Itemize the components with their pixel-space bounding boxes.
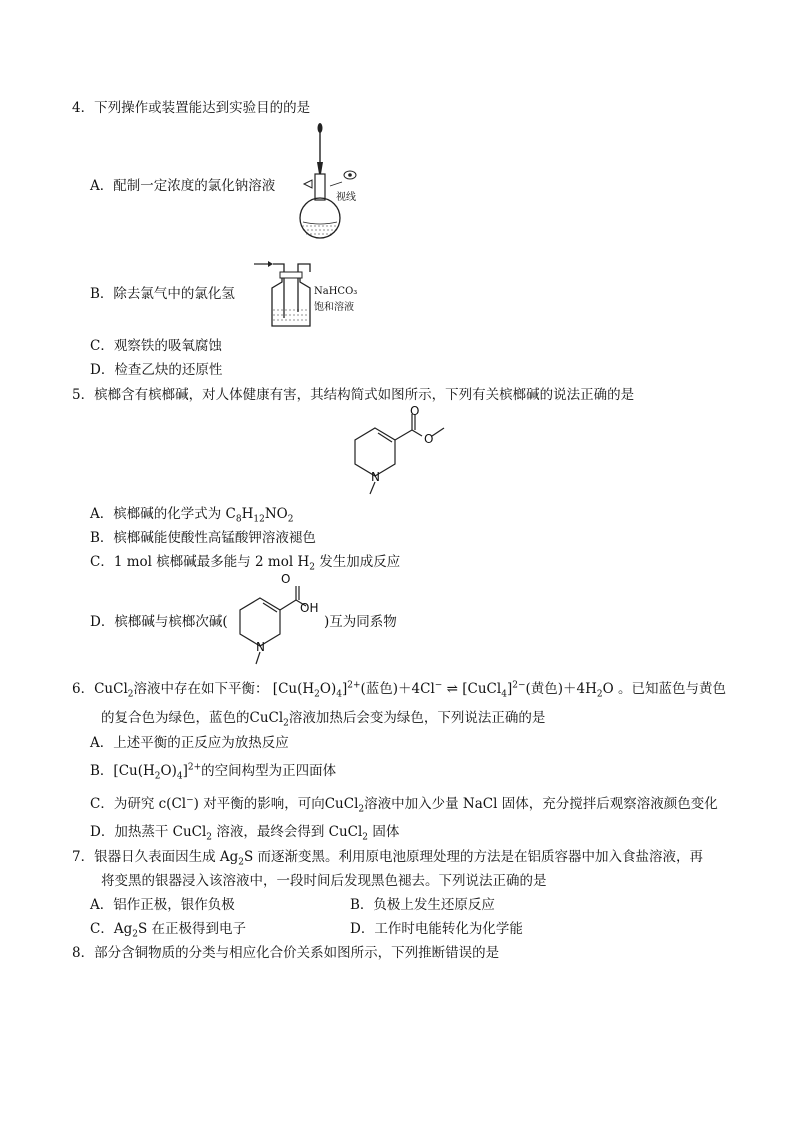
arecoline-carbonyl-o: O — [410, 404, 420, 418]
q5-option-b: B．槟榔碱能使酸性高锰酸钾溶液褪色 — [90, 530, 316, 546]
arecaidine-carbonyl-o: O — [281, 572, 291, 586]
q5-option-d-pre: D．槟榔碱与槟榔次碱( — [90, 614, 228, 630]
q6-line1: 6．CuCl$_2$溶液中存在如下平衡： $[Cu(H_2O)_4]^{2+}$(蓝色)＋4Cl− ⇌ [CuCl$_4$]$^{2-}$(黄色)$+4H_2O$ 。已知蓝色与黄色 — [72, 680, 726, 700]
q7-option-b: B．负极上发生还原反应 — [350, 897, 495, 913]
arecoline-ester-o: O — [424, 432, 434, 446]
q6-option-c: C．为研究 c(Cl−) 对平衡的影响，可向CuCl$_2$溶液中加入少量 NaCl 固体，充分搅拌后观察溶液颜色变化 — [90, 795, 718, 815]
q6-option-a: A．上述平衡的正反应为放热反应 — [90, 735, 289, 751]
q7-option-c: C．$Ag_2S$ 在正极得到电子 — [90, 921, 247, 940]
q5-stem: 5．槟榔含有槟榔碱，对人体健康有害，其结构简式如图所示，下列有关槟榔碱的说法正确的是 — [72, 387, 635, 403]
q6-option-d: D．加热蒸干 CuCl$_2$ 溶液，最终会得到 CuCl$_2$ 固体 — [90, 824, 400, 843]
equilibrium-arrow-icon: ⇌ — [446, 681, 458, 697]
arecaidine-structure — [232, 574, 328, 666]
q5-option-d-post: )互为同系物 — [324, 614, 397, 630]
q7-line1: 7．银器日久表面因生成 $Ag_2S$ 而逐渐变黑。利用原电池原理处理的方法是在铝质容器中加入食盐溶液，再 — [72, 849, 704, 868]
q7-line2: 将变黑的银器浸入该溶液中，一段时间后发现黑色褪去。下列说法正确的是 — [101, 873, 547, 889]
q8-stem: 8．部分含铜物质的分类与相应化合价关系如图所示，下列推断错误的是 — [72, 945, 500, 961]
volumetric-flask-figure — [290, 122, 370, 247]
gas-washing-bottle-figure — [250, 258, 320, 328]
arecaidine-oh: OH — [300, 601, 319, 615]
arecoline-n: N — [371, 470, 380, 484]
q4-option-c: C．观察铁的吸氧腐蚀 — [90, 338, 222, 354]
nahco3-label: NaHCO₃ — [314, 286, 358, 297]
q6-line2: 的复合色为绿色，蓝色的CuCl$_2$溶液加热后会变为绿色，下列说法正确的是 — [101, 710, 546, 729]
q7-option-d: D．工作时电能转化为化学能 — [350, 921, 523, 937]
q6-option-b: B．$[Cu(H_2O)_4]^{2+}$的空间构型为正四面体 — [90, 762, 337, 782]
sightline-label: 视线 — [336, 192, 356, 203]
saturated-solution-label: 饱和溶液 — [314, 302, 354, 313]
q5-option-a: A．槟榔碱的化学式为 $C_8H_{12}NO_2$ — [90, 506, 294, 525]
q7-option-a: A．铝作正极，银作负极 — [90, 897, 235, 913]
arecaidine-n: N — [256, 640, 265, 654]
q4-stem: 4．下列操作或装置能达到实验目的的是 — [72, 100, 311, 116]
arecoline-structure — [340, 404, 450, 496]
q4-option-d: D．检查乙炔的还原性 — [90, 362, 223, 378]
q4-option-a: A．配制一定浓度的氯化钠溶液 — [90, 178, 276, 194]
q4-option-b: B．除去氯气中的氯化氢 — [90, 286, 235, 302]
q5-option-c: C．1 mol 槟榔碱最多能与 2 mol $H_2$ 发生加成反应 — [90, 554, 401, 573]
